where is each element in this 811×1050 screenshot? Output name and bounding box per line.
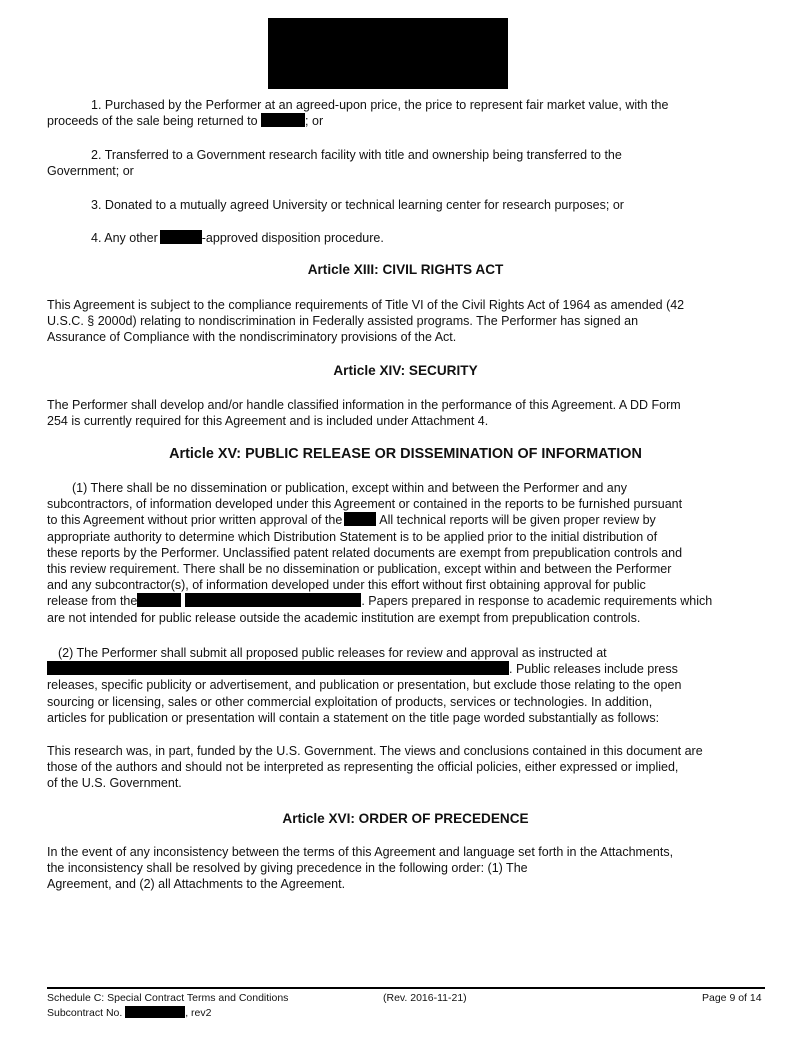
redaction-bar <box>47 661 509 675</box>
article-14-body: The Performer shall develop and/or handle classified information in the performance of this Agreement. A DD Form 254 is currently required for this Agreement and is included under Attachment 4. <box>47 398 681 429</box>
list-text: -approved disposition procedure. <box>201 231 384 245</box>
footer-page-number: Page 9 of 14 <box>702 992 762 1004</box>
list-item-3 <box>47 197 763 213</box>
footer-rule <box>47 987 765 989</box>
list-text: Any other <box>104 231 158 245</box>
redacted-header-block <box>268 18 508 89</box>
list-text: Purchased by the Performer at an agreed-upon price, the price to represent fair market value, with the <box>104 98 669 112</box>
redaction-bar <box>125 1006 185 1018</box>
article-15-heading: Article XV: PUBLIC RELEASE OR DISSEMINATION OF INFORMATION <box>169 446 642 462</box>
redaction-bar <box>344 512 376 526</box>
list-text: Donated to a mutually agreed University or technical learning center for research purposes; or <box>104 198 624 212</box>
list-number: 3. <box>91 198 102 212</box>
list-text: ; or <box>305 114 324 129</box>
list-number: 1. <box>91 98 102 112</box>
article-13-body: This Agreement is subject to the compliance requirements of Title VI of the Civil Rights Act of 1964 as amended (42 U.S.C. § 2000d) relating to nondiscrimination in Federally assisted programs. The Performer has signed an Assurance of Compliance with the nondiscriminatory provisions of the Act. <box>47 298 685 345</box>
list-text: proceeds of the sale being returned to <box>47 114 258 129</box>
footer-revision: (Rev. 2016-11-21) <box>383 992 467 1004</box>
list-item-1 <box>47 97 763 129</box>
footer-schedule: Schedule C: Special Contract Terms and Conditions <box>47 992 289 1004</box>
redaction-bar <box>137 593 181 607</box>
footer-subcontract: Subcontract No. , rev2 <box>47 1007 212 1019</box>
article-16-heading: Article XVI: ORDER OF PRECEDENCE <box>282 811 529 826</box>
article-14-heading: Article XIV: SECURITY <box>333 363 478 378</box>
list-item-4 <box>47 230 763 246</box>
list-text: Transferred to a Government research facility with title and ownership being transferred to the <box>104 148 622 162</box>
list-number: 2. <box>91 148 102 162</box>
redaction-bar <box>261 113 305 127</box>
list-number: 4. <box>91 231 102 245</box>
article-16-body: In the event of any inconsistency between the terms of this Agreement and language set forth in the Attachments, the inconsistency shall be resolved by giving precedence in the following order: (1) The Agreement, and (2) all Attachments to the Agreement. <box>47 845 674 892</box>
article-15-paragraph-2: (2) The Performer shall submit all proposed public releases for review and approval as instructed at . Public releases include press releases, specific publicity or advertisement, and publication or presentation, but exclude those relating to the open sourcing or licensing, sales or other commercial exploitation of products, services or technologies. In addition, articles for publication or presentation will contain a statement on the title page worded substantially as follows: <box>47 646 682 725</box>
redaction-bar <box>185 593 361 607</box>
funding-statement: This research was, in part, funded by the U.S. Government. The views and conclusions contained in this document are those of the authors and should not be interpreted as representing the official policies, either expressed or implied, of the U.S. Government. <box>47 744 703 791</box>
article-13-heading: Article XIII: CIVIL RIGHTS ACT <box>307 262 504 277</box>
list-text: Government; or <box>47 164 134 179</box>
article-15-paragraph-1: (1) There shall be no dissemination or publication, except within and between the Performer and any subcontractors, of information developed under this Agreement or contained in the reports to be furnished pursuant to this Agreement without prior written approval of the All technical reports will be given proper review by appropriate authority to determine which Distribution Statement is to be applied prior to the initial distribution of these reports by the Performer. Unclassified patent related documents are exempt from prepublication controls and this review requirement. There shall be no dissemination or publication, except within and between the Performer and any subcontractor(s), of information developed under this effort without first obtaining approval for public release from the . Papers prepared in response to academic requirements which are not intended for public release outside the academic institution are exempt from prepublication controls. <box>47 481 713 625</box>
redaction-bar <box>160 230 202 244</box>
list-item-2 <box>47 147 763 179</box>
